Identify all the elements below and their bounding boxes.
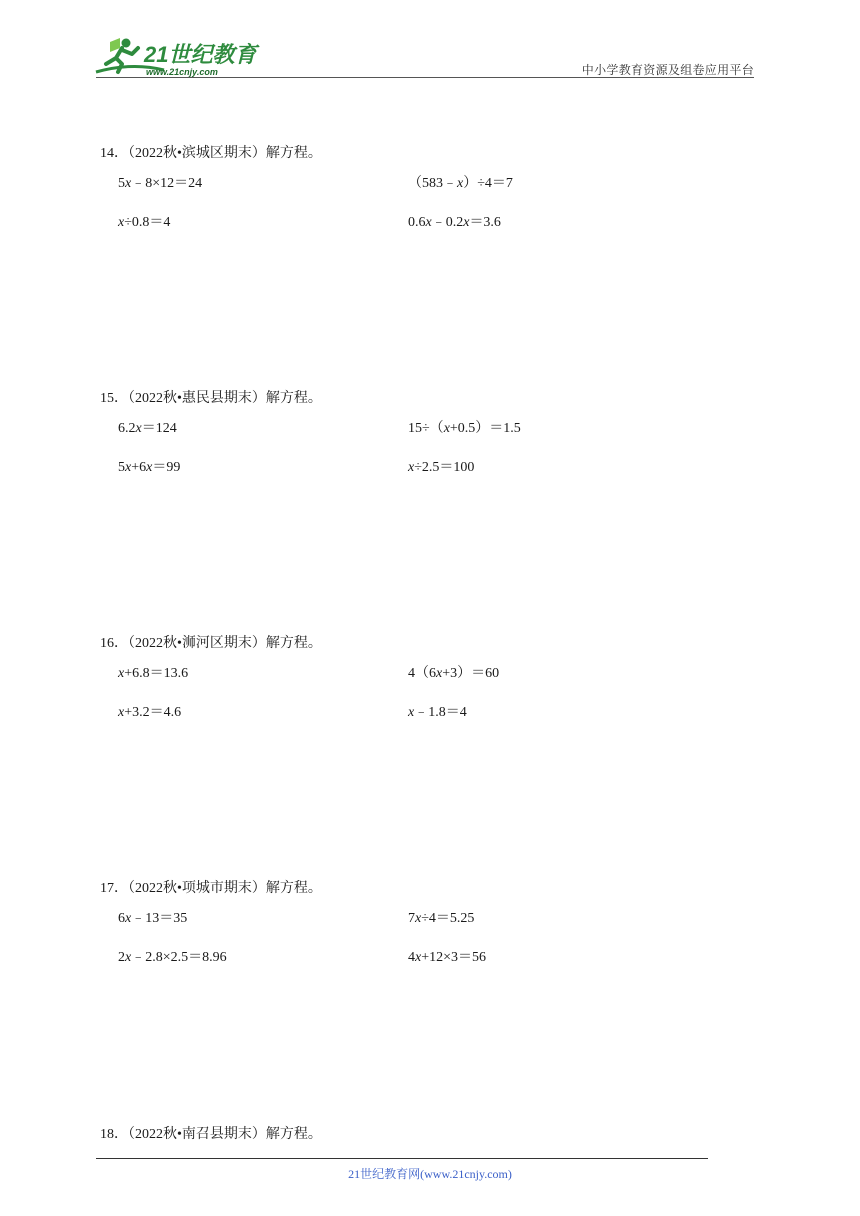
equation — [118, 456, 180, 476]
variable: x — [125, 950, 132, 965]
equation-part: +6.8＝13.6 — [124, 666, 189, 681]
equation-part: 2 — [118, 950, 125, 965]
variable: x — [135, 421, 142, 436]
equation — [408, 172, 513, 192]
equation-part: +3）＝60 — [442, 666, 500, 681]
equation — [118, 946, 227, 966]
equation — [118, 211, 170, 231]
equation — [118, 172, 202, 192]
variable: x — [118, 666, 125, 681]
equation-part: ﹣2.8×2.5＝8.96 — [131, 950, 227, 965]
equation-part: 5 — [118, 176, 125, 191]
equation-part: 7 — [408, 911, 415, 926]
equation-part: 5 — [118, 460, 125, 475]
equation-part: ÷2.5＝100 — [414, 460, 475, 475]
equation-part: ﹣0.2 — [431, 215, 464, 230]
logo-url-text: www.21cnjy.com — [146, 67, 218, 77]
equation — [118, 701, 181, 721]
equation — [118, 907, 187, 927]
equation — [408, 456, 474, 476]
footer-divider — [96, 1158, 708, 1159]
equation-part: （583﹣ — [408, 176, 457, 191]
platform-tagline: 中小学教育资源及组卷应用平台 — [581, 63, 754, 77]
variable: x — [425, 215, 432, 230]
variable: x — [463, 215, 470, 230]
equation-part: ）÷4＝7 — [463, 176, 513, 191]
site-logo — [92, 34, 262, 80]
equation — [408, 211, 501, 231]
equation-part: 4（6 — [408, 666, 436, 681]
variable: x — [415, 911, 422, 926]
equation-part: 6 — [118, 911, 125, 926]
equation-part: 15÷（ — [408, 421, 444, 436]
equation-part: +12×3＝56 — [421, 950, 487, 965]
equation — [408, 417, 521, 437]
equation-part: ÷0.8＝4 — [124, 215, 171, 230]
question-title: 16．（2022秋•浉河区期末）解方程。 — [100, 636, 322, 651]
equation-part: ﹣13＝35 — [131, 911, 188, 926]
variable: x — [118, 705, 125, 720]
equation-part: ＝3.6 — [469, 215, 501, 230]
variable: x — [146, 460, 153, 475]
variable: x — [125, 911, 132, 926]
equation-part: ﹣1.8＝4 — [414, 705, 467, 720]
equation-part: ÷4＝5.25 — [421, 911, 475, 926]
variable: x — [443, 421, 450, 436]
variable: x — [408, 460, 415, 475]
equation-part: 4 — [408, 950, 415, 965]
equation-part: +3.2＝4.6 — [124, 705, 182, 720]
equation-part: +6 — [131, 460, 147, 475]
question-title: 18．（2022秋•南召县期末）解方程。 — [100, 1127, 322, 1142]
variable: x — [118, 215, 125, 230]
variable: x — [125, 460, 132, 475]
equation — [408, 946, 486, 966]
question-title: 14．（2022秋•滨城区期末）解方程。 — [100, 146, 322, 161]
equation-part: 0.6 — [408, 215, 426, 230]
runner-logo-icon — [92, 34, 262, 80]
equation — [118, 662, 188, 682]
variable: x — [408, 705, 415, 720]
equation-part: ＝124 — [141, 421, 177, 436]
equation — [408, 907, 474, 927]
header-divider — [96, 77, 754, 78]
question-title: 15．（2022秋•惠民县期末）解方程。 — [100, 391, 322, 406]
equation — [118, 417, 177, 437]
equation-part: 6.2 — [118, 421, 136, 436]
variable: x — [436, 666, 443, 681]
equation — [408, 662, 499, 682]
equation-part: ﹣8×12＝24 — [131, 176, 203, 191]
variable: x — [415, 950, 422, 965]
variable: x — [457, 176, 464, 191]
variable: x — [125, 176, 132, 191]
footer-site-link[interactable]: 21世纪教育网(www.21cnjy.com) — [348, 1167, 512, 1181]
logo-brand-text: 21世纪教育 — [144, 42, 257, 67]
equation-part: +0.5）＝1.5 — [449, 421, 521, 436]
equation-part: ＝99 — [152, 460, 181, 475]
equation — [408, 701, 467, 721]
question-title: 17．（2022秋•项城市期末）解方程。 — [100, 881, 322, 896]
